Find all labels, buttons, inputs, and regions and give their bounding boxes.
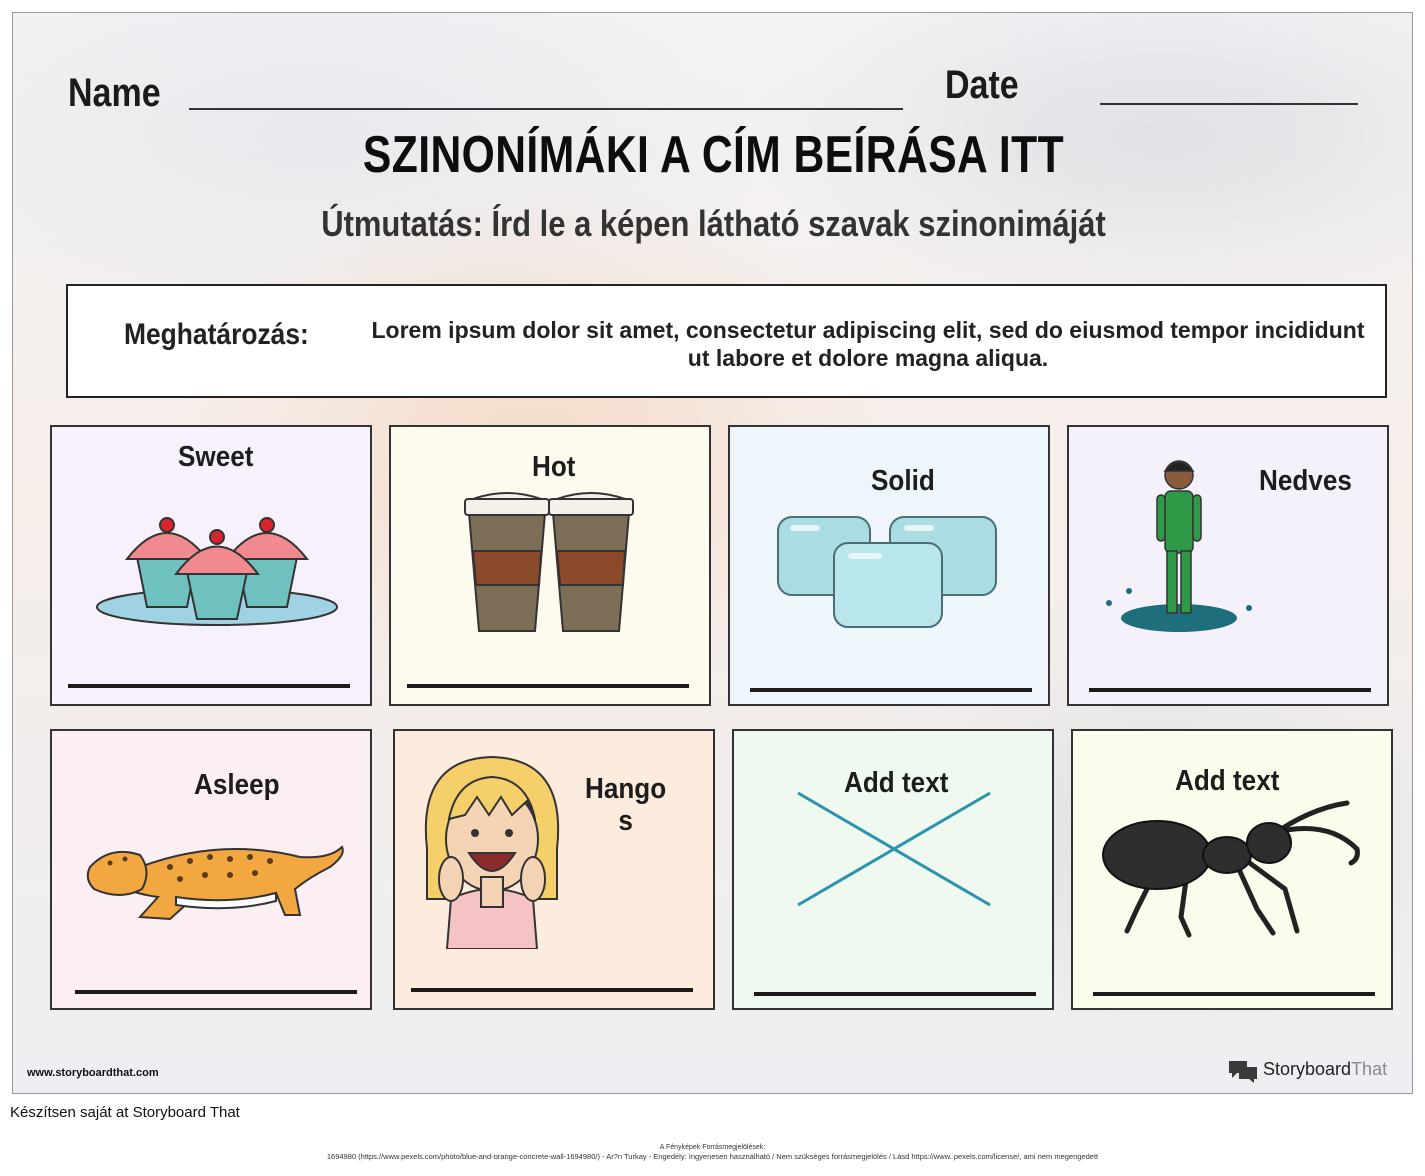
laughing-girl-icon <box>417 749 567 949</box>
answer-line[interactable] <box>1093 992 1375 996</box>
answer-line[interactable] <box>411 988 693 992</box>
definition-box <box>66 284 1387 398</box>
answer-line[interactable] <box>68 684 350 688</box>
definition-label: Meghatározás: <box>124 318 309 351</box>
date-label: Date <box>945 63 1019 107</box>
card-label: Solid <box>871 465 935 497</box>
photo-credit-text: 1694980 (https://www.pexels.com/photo/blue-and-orange-concrete-wall-1694980/) - Ar?n Turkay - Engedély: Ingyenesen használható / Nem szükséges forrásmegjelölés / Lásd https://www. pexels.com/license/, ami nem megengedett <box>326 1152 1099 1161</box>
name-write-line[interactable] <box>189 108 903 110</box>
name-label: Name <box>68 71 161 115</box>
worksheet <box>12 12 1413 1094</box>
make-your-own-link[interactable]: Készítsen saját at Storyboard That <box>10 1104 240 1121</box>
answer-line[interactable] <box>750 688 1032 692</box>
answer-line[interactable] <box>75 990 357 994</box>
date-write-line[interactable] <box>1100 103 1358 105</box>
card-sweet <box>50 425 372 706</box>
card-label: Sweet <box>178 441 254 473</box>
card-add-text-1 <box>732 729 1054 1010</box>
definition-text: Lorem ipsum dolor sit amet, consectetur adipiscing elit, sed do eiusmod tempor incididunt ut labore et dolore magna aliqua. <box>371 317 1365 371</box>
card-label: Add text <box>1175 765 1280 797</box>
cupcakes-icon <box>92 497 342 627</box>
card-nedves <box>1067 425 1389 706</box>
worksheet-title: SZINONÍMÁKI A CÍM BEÍRÁSA ITT <box>362 126 1065 184</box>
card-hangos <box>393 729 715 1010</box>
answer-line[interactable] <box>1089 688 1371 692</box>
card-solid <box>728 425 1050 706</box>
card-add-text-2 <box>1071 729 1393 1010</box>
card-asleep <box>50 729 372 1010</box>
answer-line[interactable] <box>754 992 1036 996</box>
answer-line[interactable] <box>407 684 689 688</box>
site-url[interactable]: www.storyboardthat.com <box>27 1067 159 1079</box>
logo-accent: That <box>1351 1059 1388 1079</box>
card-label: Hango s <box>585 773 667 837</box>
speech-bubbles-icon <box>1227 1059 1259 1083</box>
boy-in-puddle-icon <box>1099 453 1259 638</box>
card-label: Add text <box>844 767 949 799</box>
logo-main: Storyboard <box>1263 1059 1352 1079</box>
ice-cubes-icon <box>774 511 1004 631</box>
sleeping-cheetah-icon <box>80 827 350 927</box>
x-placeholder-icon <box>794 789 994 909</box>
storyboardthat-logo[interactable] <box>1227 1057 1397 1083</box>
card-label: Asleep <box>194 769 280 801</box>
card-hot <box>389 425 711 706</box>
coffee-cups-icon <box>459 491 639 636</box>
ant-icon <box>1097 799 1387 939</box>
instructions: Útmutatás: Írd le a képen látható szavak szinonimáját <box>321 203 1106 244</box>
card-label: Nedves <box>1259 465 1352 497</box>
photo-credit-title: A Fényképek Forrásmegjelölések: <box>659 1144 766 1151</box>
card-label: Hot <box>532 451 576 483</box>
